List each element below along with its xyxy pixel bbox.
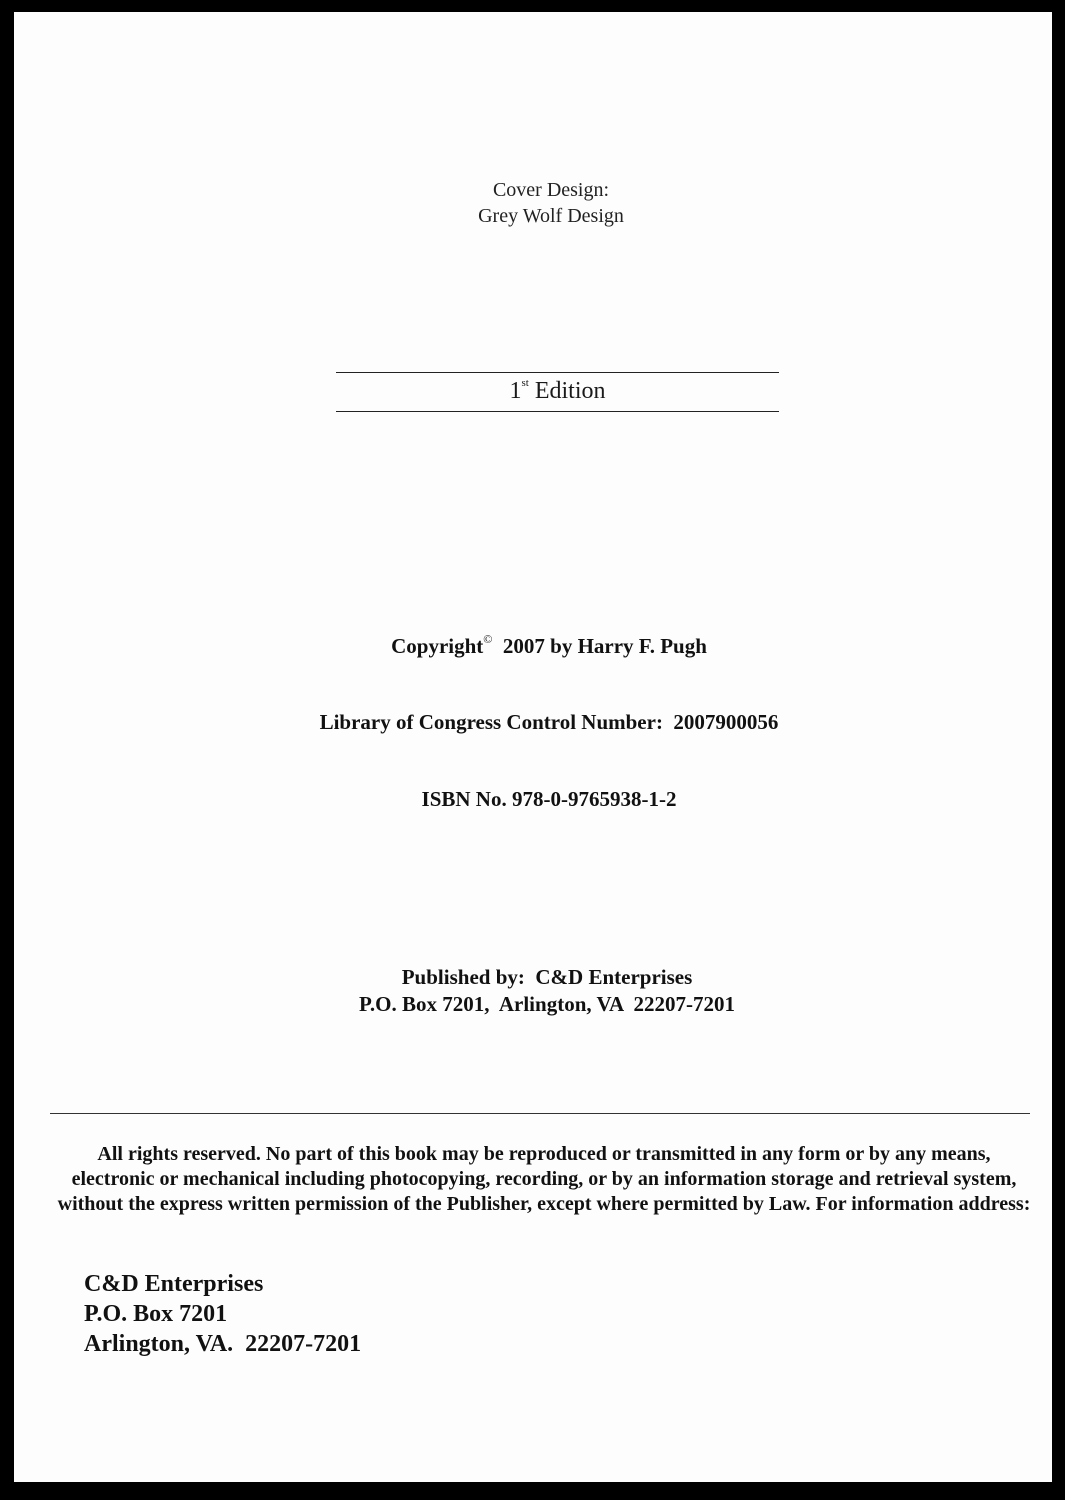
cover-design-name: Grey Wolf Design [478, 205, 624, 227]
cover-design-credit [32, 177, 1065, 229]
edition-box [336, 372, 779, 412]
address-city: Arlington, VA. 22207-7201 [84, 1331, 362, 1357]
rights-statement: All rights reserved. No part of this book may be reproduced or transmitted in any form or by any means, electronic or mechanical including photocopying, recording, or by an information storage and retrieval system, without the express written permission of the Publisher, except where permitted by Law. For information address: [57, 1143, 1031, 1215]
publisher-name: Published by: C&D Enterprises [401, 965, 693, 989]
edition-label: Edition [534, 378, 606, 404]
copyright-notice [30, 634, 1065, 659]
edition-suffix: st [521, 377, 529, 389]
edition-number: 1 [509, 378, 522, 404]
publisher-address: P.O. Box 7201, Arlington, VA 22207-7201 [359, 992, 735, 1016]
copyright-page [14, 12, 1052, 1482]
cover-design-label: Cover Design: [492, 179, 610, 201]
copyright-holder: 2007 by Harry F. Pugh [502, 634, 707, 658]
copyright-symbol: © [483, 632, 493, 646]
address-company: C&D Enterprises [84, 1271, 264, 1297]
edition-text [509, 378, 605, 404]
isbn-line: ISBN No. 978-0-9765938-1-2 [421, 787, 677, 811]
address-po-box: P.O. Box 7201 [84, 1301, 228, 1327]
contact-address [84, 1269, 361, 1359]
lccn-line: Library of Congress Control Number: 2007900056 [319, 710, 779, 734]
copyright-prefix: Copyright [391, 634, 484, 658]
divider-rule [50, 1113, 1030, 1114]
publisher-block [28, 964, 1065, 1018]
